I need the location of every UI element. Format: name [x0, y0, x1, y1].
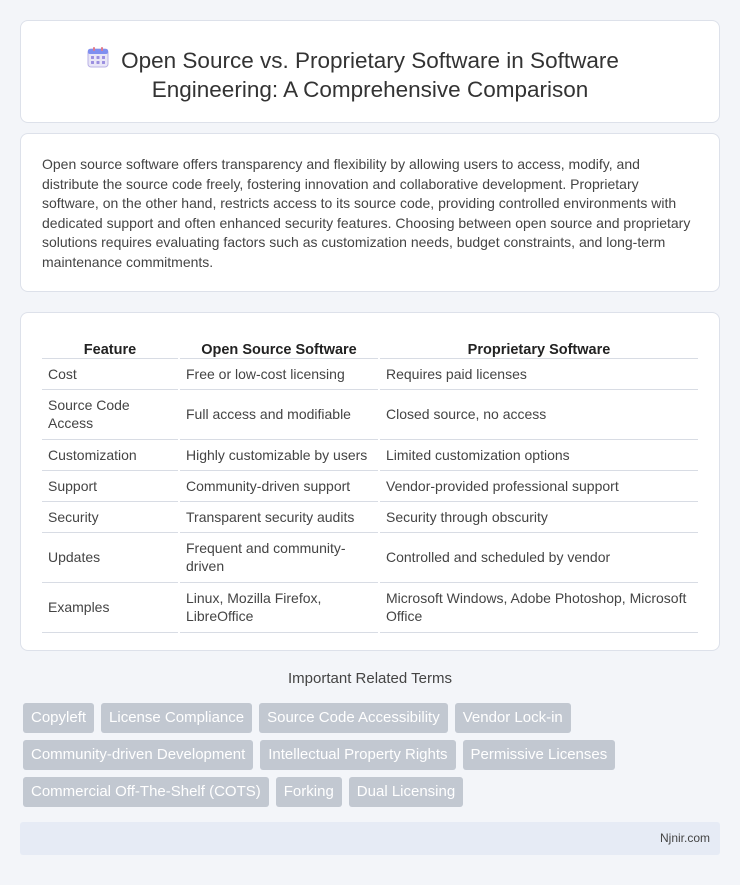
- table-cell: Community-driven support: [179, 470, 379, 501]
- tag-vendor-lock-in[interactable]: Vendor Lock-in: [455, 703, 571, 733]
- table-cell: Vendor-provided professional support: [379, 470, 698, 501]
- table-row: [42, 470, 698, 501]
- table-row: [42, 501, 698, 532]
- table-cell: Requires paid licenses: [379, 358, 698, 389]
- table-cell: Updates: [42, 532, 179, 582]
- intro-card: [20, 133, 720, 292]
- tag-cots[interactable]: Commercial Off-The-Shelf (COTS): [23, 777, 269, 807]
- header-proprietary: Proprietary Software: [379, 332, 698, 358]
- title-card: [20, 20, 720, 123]
- table-cell: Closed source, no access: [379, 389, 698, 439]
- tag-source-code-accessibility[interactable]: Source Code Accessibility: [259, 703, 448, 733]
- header-feature: Feature: [42, 332, 179, 358]
- table-cell: Controlled and scheduled by vendor: [379, 532, 698, 582]
- header-open-source: Open Source Software: [179, 332, 379, 358]
- table-row: [42, 389, 698, 439]
- table-cell: Free or low-cost licensing: [179, 358, 379, 389]
- related-terms-tags: [23, 703, 703, 814]
- table-cell: Transparent security audits: [179, 501, 379, 532]
- table-cell: Linux, Mozilla Firefox, LibreOffice: [179, 582, 379, 632]
- table-cell: Customization: [42, 439, 179, 470]
- comparison-table: [42, 332, 698, 633]
- table-row: [42, 439, 698, 470]
- tag-copyleft[interactable]: Copyleft: [23, 703, 94, 733]
- intro-paragraph: Open source software offers transparency and flexibility by allowing users to access, modify, and distribute the source code freely, fostering innovation and collaborative development. Proprietary software, on the other hand, restricts access to its source code, providing controlled environments with dedicated support and often enhanced security features. Choosing between open source and proprietary solutions requires evaluating factors such as customization needs, budget constraints, and long-term maintenance commitments.: [42, 156, 691, 270]
- page-title: [21, 46, 719, 104]
- table-cell: Security: [42, 501, 179, 532]
- table-cell: Microsoft Windows, Adobe Photoshop, Microsoft Office: [379, 582, 698, 632]
- table-cell: Full access and modifiable: [179, 389, 379, 439]
- tag-intellectual-property-rights[interactable]: Intellectual Property Rights: [260, 740, 455, 770]
- related-terms-title: Important Related Terms: [288, 670, 452, 687]
- table-cell: Frequent and community-driven: [179, 532, 379, 582]
- comparison-table-card: [20, 312, 720, 651]
- footer: [20, 822, 720, 855]
- table-cell: Security through obscurity: [379, 501, 698, 532]
- table-cell: Limited customization options: [379, 439, 698, 470]
- table-row: [42, 358, 698, 389]
- table-cell: Source Code Access: [42, 389, 179, 439]
- table-cell: Cost: [42, 358, 179, 389]
- table-header-row: [42, 332, 698, 358]
- table-row: [42, 582, 698, 632]
- tag-forking[interactable]: Forking: [276, 777, 342, 807]
- title-line-1: Open Source vs. Proprietary Software in Software: [121, 48, 619, 73]
- tag-permissive-licenses[interactable]: Permissive Licenses: [463, 740, 616, 770]
- table-cell: Support: [42, 470, 179, 501]
- tag-dual-licensing[interactable]: Dual Licensing: [349, 777, 463, 807]
- table-cell: Highly customizable by users: [179, 439, 379, 470]
- table-row: [42, 532, 698, 582]
- footer-brand[interactable]: Njnir.com: [659, 831, 710, 845]
- tag-community-driven-development[interactable]: Community-driven Development: [23, 740, 253, 770]
- tag-license-compliance[interactable]: License Compliance: [101, 703, 252, 733]
- title-line-2: Engineering: A Comprehensive Comparison: [151, 77, 589, 102]
- table-cell: Examples: [42, 582, 179, 632]
